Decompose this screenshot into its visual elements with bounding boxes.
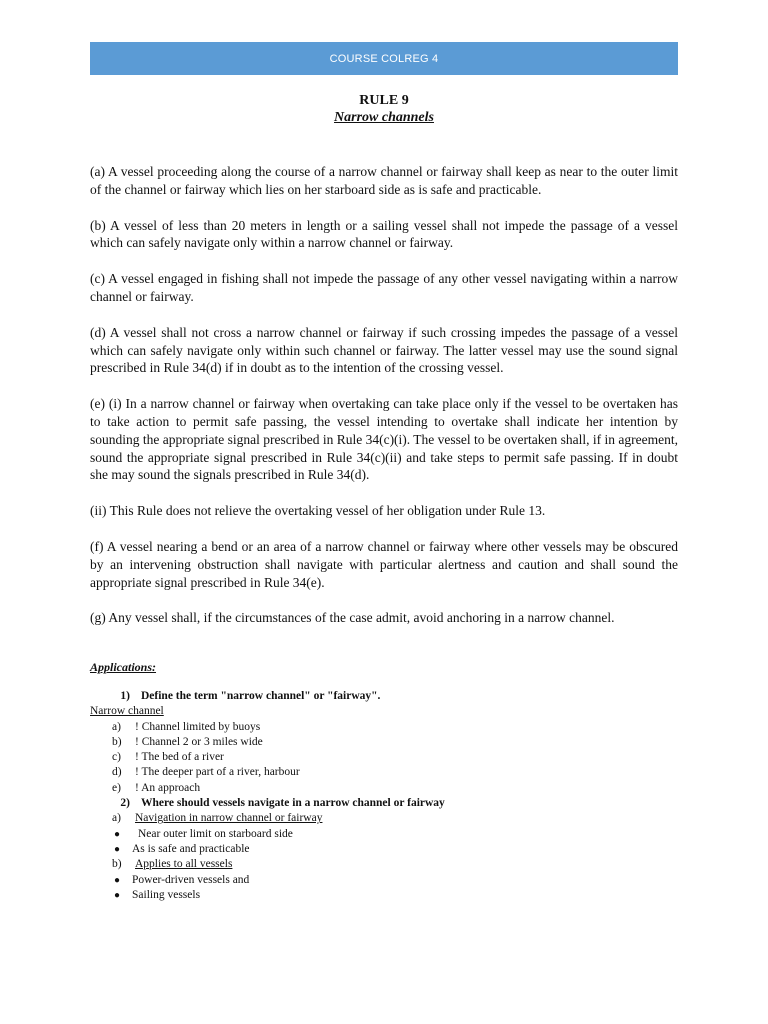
paragraph-f: (f) A vessel nearing a bend or an area of a narrow channel or fairway where other vessels may be obscured by an intervening obstruction shall navigate with particular alertness and caution and shall sound the appropriate signal prescribed in Rule 34(e). xyxy=(90,538,678,590)
list-item xyxy=(90,765,678,780)
list-item xyxy=(90,811,678,826)
list-item-text: ! The bed of a river xyxy=(135,751,224,764)
paragraph-g: (g) Any vessel shall, if the circumstances of the case admit, avoid anchoring in a narrow channel. xyxy=(90,610,615,626)
list-marker: a) xyxy=(112,720,121,733)
question-number: 1) xyxy=(120,690,130,702)
list-item-text: Navigation in narrow channel or fairway xyxy=(135,812,323,825)
bullet-item xyxy=(90,827,678,842)
list-item xyxy=(90,735,678,750)
list-item-text: ! The deeper part of a river, harbour xyxy=(135,766,300,779)
rule-subtitle: Narrow channels xyxy=(334,110,434,125)
paragraph-a: (a) A vessel proceeding along the course of a narrow channel or fairway shall keep as near to the outer limit of the channel or fairway which lies on her starboard side as is safe and practicable. xyxy=(90,164,678,197)
narrow-channel-label-row xyxy=(90,704,678,719)
question-text: Define the term "narrow channel" or "fairway". xyxy=(141,690,381,702)
list-marker: b) xyxy=(112,858,122,871)
list-item-text: Applies to all vessels xyxy=(135,858,233,871)
list-item xyxy=(90,857,678,872)
list-marker: b) xyxy=(112,735,122,748)
rule-body xyxy=(90,163,678,645)
bullet-text: Near outer limit on starboard side xyxy=(138,827,293,840)
bullet-icon: ● xyxy=(114,843,121,855)
list-item xyxy=(90,781,678,796)
applications-list xyxy=(90,689,678,903)
bullet-text: Power-driven vessels and xyxy=(132,873,250,886)
applications-heading: Applications: xyxy=(90,660,157,674)
rule-title: RULE 9 xyxy=(359,93,409,108)
paragraph-c: (c) A vessel engaged in fishing shall not impede the passage of any other vessel navigating within a narrow channel or fairway. xyxy=(90,271,678,304)
paragraph-d: (d) A vessel shall not cross a narrow channel or fairway if such crossing impedes the passage of a vessel which can safely navigate only within such channel or fairway. The latter vessel may use the sound signal prescribed in Rule 34(d) if in doubt as to the intention of the crossing vessel. xyxy=(90,324,678,376)
list-item xyxy=(90,720,678,735)
question-2 xyxy=(90,796,678,811)
list-marker: c) xyxy=(112,751,121,764)
bullet-icon: ● xyxy=(114,889,121,901)
list-marker: e) xyxy=(112,781,121,794)
list-item-text: ! An approach xyxy=(135,781,201,794)
list-marker: a) xyxy=(112,812,121,825)
list-item-text: ! Channel limited by buoys xyxy=(135,720,261,733)
rule-title-block xyxy=(90,92,678,127)
bullet-text: Sailing vessels xyxy=(132,888,201,901)
list-item xyxy=(90,750,678,765)
paragraph-e-ii: (ii) This Rule does not relieve the overtaking vessel of her obligation under Rule 13. xyxy=(90,503,546,519)
question-1 xyxy=(90,689,678,704)
list-marker: d) xyxy=(112,766,122,779)
paragraph-b: (b) A vessel of less than 20 meters in length or a sailing vessel shall not impede the passage of a vessel which can safely navigate only within a narrow channel or fairway. xyxy=(90,217,678,251)
bullet-icon: ● xyxy=(114,828,121,840)
bullet-text: As is safe and practicable xyxy=(132,842,250,855)
paragraph-e-i: (e) (i) In a narrow channel or fairway when overtaking can take place only if the vessel to be overtaken has to take action to permit safe passing, the vessel intending to overtake shall indicate her intention by sounding the appropriate signal prescribed in Rule 34(c)(i). The vessel to be overtaken shall, if in agreement, sound the appropriate signal prescribed in Rule 34(c)(ii) and take steps to permit safe passing. If in doubt she may sound the signals prescribed in Rule 34(d). xyxy=(90,396,678,483)
course-header-bar xyxy=(90,42,678,75)
bullet-item xyxy=(90,888,678,903)
question-text: Where should vessels navigate in a narrow channel or fairway xyxy=(141,797,445,810)
narrow-channel-label: Narrow channel xyxy=(90,705,164,718)
course-label: COURSE COLREG 4 xyxy=(329,52,439,65)
bullet-item xyxy=(90,842,678,857)
bullet-item xyxy=(90,873,678,888)
bullet-icon: ● xyxy=(114,874,121,886)
question-number: 2) xyxy=(120,797,130,810)
list-item-text: ! Channel 2 or 3 miles wide xyxy=(135,735,263,748)
